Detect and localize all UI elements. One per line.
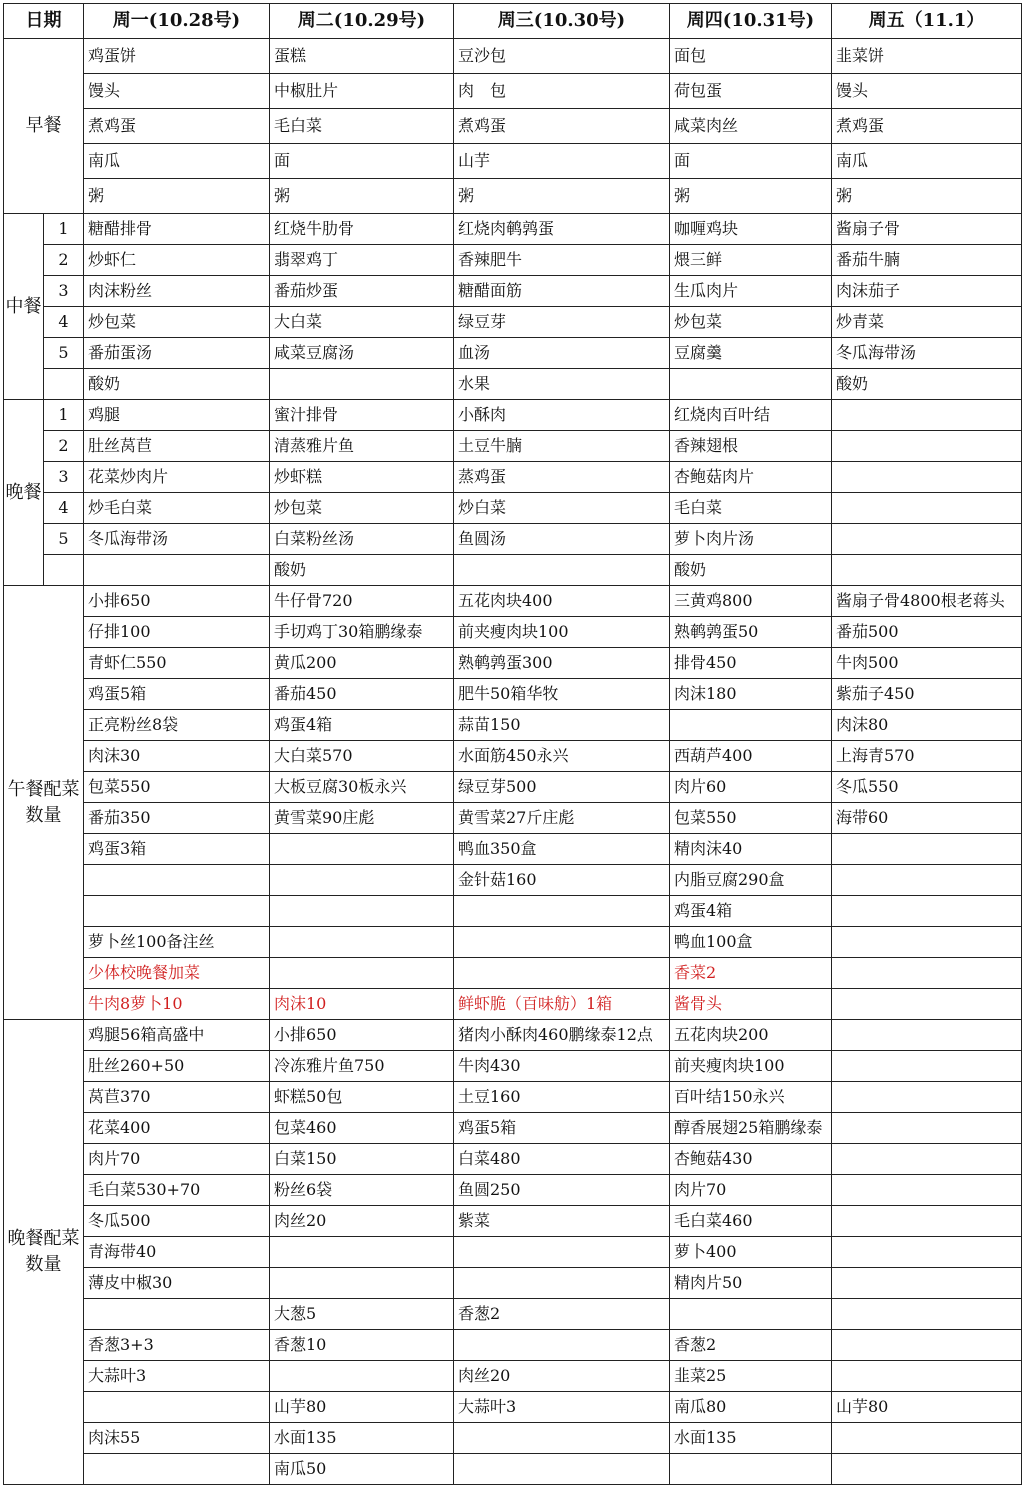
cell: 南瓜 [832, 144, 1022, 179]
quantity-cell: 粉丝6袋 [270, 1175, 454, 1206]
quantity-cell: 黄雪菜27斤庄彪 [454, 803, 670, 834]
dish-number [44, 555, 84, 586]
quantity-cell: 鸡腿56箱高盛中 [84, 1020, 270, 1051]
cell [832, 431, 1022, 462]
cell: 煮鸡蛋 [454, 109, 670, 144]
quantity-cell: 鱼圆250 [454, 1175, 670, 1206]
quantity-cell [670, 710, 832, 741]
cell: 番茄牛腩 [832, 245, 1022, 276]
quantity-cell [454, 1330, 670, 1361]
table-row [4, 1144, 1022, 1175]
quantity-cell [670, 1454, 832, 1485]
cell: 蛋糕 [270, 39, 454, 74]
cell: 冬瓜海带汤 [84, 524, 270, 555]
quantity-cell: 小排650 [270, 1020, 454, 1051]
table-row [4, 927, 1022, 958]
quantity-cell: 牛肉430 [454, 1051, 670, 1082]
dish-number: 3 [44, 462, 84, 493]
quantity-cell: 莴苣370 [84, 1082, 270, 1113]
day-header-tue: 周二(10.29号) [270, 4, 454, 39]
quantity-cell: 内脂豆腐290盒 [670, 865, 832, 896]
quantity-cell [454, 1454, 670, 1485]
quantity-cell: 鸭血350盒 [454, 834, 670, 865]
quantity-cell [832, 865, 1022, 896]
quantity-cell [832, 989, 1022, 1020]
table-row [4, 896, 1022, 927]
quantity-cell: 绿豆芽500 [454, 772, 670, 803]
quantity-cell: 鸭血100盒 [670, 927, 832, 958]
quantity-cell: 香葱3+3 [84, 1330, 270, 1361]
quantity-cell: 酱骨头 [670, 989, 832, 1020]
table-row [4, 772, 1022, 803]
cell: 清蒸雅片鱼 [270, 431, 454, 462]
quantity-cell: 金针菇160 [454, 865, 670, 896]
dish-number [44, 369, 84, 400]
quantity-cell: 肉片60 [670, 772, 832, 803]
cell: 香辣肥牛 [454, 245, 670, 276]
cell: 番茄炒蛋 [270, 276, 454, 307]
table-row [4, 989, 1022, 1020]
cell: 萝卜肉片汤 [670, 524, 832, 555]
cell: 粥 [670, 179, 832, 214]
table-row [4, 1175, 1022, 1206]
cell: 炒青菜 [832, 307, 1022, 338]
quantity-cell: 香菜2 [670, 958, 832, 989]
quantity-cell: 蒜苗150 [454, 710, 670, 741]
quantity-cell: 肉丝20 [454, 1361, 670, 1392]
table-row [4, 1237, 1022, 1268]
cell: 煨三鲜 [670, 245, 832, 276]
cell [832, 493, 1022, 524]
quantity-cell: 白菜480 [454, 1144, 670, 1175]
quantity-cell: 紫菜 [454, 1206, 670, 1237]
cell: 肉沫粉丝 [84, 276, 270, 307]
cell [832, 462, 1022, 493]
quantity-cell [832, 1144, 1022, 1175]
quantity-cell: 冬瓜500 [84, 1206, 270, 1237]
dish-number: 1 [44, 400, 84, 431]
cell: 酸奶 [84, 369, 270, 400]
cell: 面 [270, 144, 454, 179]
quantity-cell [670, 1299, 832, 1330]
quantity-cell: 少体校晚餐加菜 [84, 958, 270, 989]
quantity-cell: 肉沫10 [270, 989, 454, 1020]
quantity-cell: 青海带40 [84, 1237, 270, 1268]
dinner-quantity-label: 晚餐配菜数量 [4, 1020, 84, 1485]
quantity-cell: 水面135 [270, 1423, 454, 1454]
quantity-cell: 包菜460 [270, 1113, 454, 1144]
quantity-cell [832, 927, 1022, 958]
table-row [4, 710, 1022, 741]
table-row [4, 617, 1022, 648]
quantity-cell: 牛仔骨720 [270, 586, 454, 617]
table-row [4, 1082, 1022, 1113]
dish-number: 2 [44, 431, 84, 462]
table-row [4, 1268, 1022, 1299]
quantity-cell [832, 1175, 1022, 1206]
cell: 糖醋排骨 [84, 214, 270, 245]
quantity-cell [84, 1299, 270, 1330]
table-row [4, 1454, 1022, 1485]
dish-number: 2 [44, 245, 84, 276]
quantity-cell [270, 865, 454, 896]
quantity-cell [832, 1082, 1022, 1113]
quantity-cell: 杏鲍菇430 [670, 1144, 832, 1175]
quantity-cell: 大白菜570 [270, 741, 454, 772]
quantity-cell: 西葫芦400 [670, 741, 832, 772]
dinner-quantities [4, 1020, 1022, 1485]
quantity-cell [832, 1051, 1022, 1082]
quantity-cell [832, 1206, 1022, 1237]
quantity-cell: 大板豆腐30板永兴 [270, 772, 454, 803]
cell: 毛白菜 [270, 109, 454, 144]
quantity-cell: 小排650 [84, 586, 270, 617]
quantity-cell [832, 896, 1022, 927]
quantity-cell: 醇香展翅25箱鹏缘泰 [670, 1113, 832, 1144]
cell [832, 400, 1022, 431]
cell: 粥 [84, 179, 270, 214]
day-header-thu: 周四(10.31号) [670, 4, 832, 39]
dish-number: 1 [44, 214, 84, 245]
quantity-cell: 黄雪菜90庄彪 [270, 803, 454, 834]
quantity-cell: 鸡蛋4箱 [270, 710, 454, 741]
table-row [4, 1051, 1022, 1082]
quantity-cell: 熟鹌鹑蛋300 [454, 648, 670, 679]
cell: 煮鸡蛋 [832, 109, 1022, 144]
table-row [4, 586, 1022, 617]
quantity-cell [270, 927, 454, 958]
quantity-cell [454, 1237, 670, 1268]
cell: 红烧牛肋骨 [270, 214, 454, 245]
quantity-cell [84, 896, 270, 927]
quantity-cell: 上海青570 [832, 741, 1022, 772]
cell: 面 [670, 144, 832, 179]
quantity-cell [832, 834, 1022, 865]
cell: 土豆牛腩 [454, 431, 670, 462]
quantity-cell [832, 1423, 1022, 1454]
quantity-cell [832, 1361, 1022, 1392]
quantity-cell [832, 1330, 1022, 1361]
dish-number: 5 [44, 338, 84, 369]
dinner-label: 晚餐 [4, 400, 44, 586]
quantity-cell: 鸡蛋4箱 [670, 896, 832, 927]
quantity-cell: 大葱5 [270, 1299, 454, 1330]
cell: 山芋 [454, 144, 670, 179]
quantity-cell: 三黄鸡800 [670, 586, 832, 617]
cell: 酸奶 [832, 369, 1022, 400]
quantity-cell: 番茄350 [84, 803, 270, 834]
quantity-cell: 土豆160 [454, 1082, 670, 1113]
cell: 酸奶 [270, 555, 454, 586]
cell: 杏鲍菇肉片 [670, 462, 832, 493]
table-row [4, 1113, 1022, 1144]
quantity-cell: 山芋80 [270, 1392, 454, 1423]
dish-number: 5 [44, 524, 84, 555]
table-row [4, 1299, 1022, 1330]
cell: 冬瓜海带汤 [832, 338, 1022, 369]
quantity-cell [832, 1268, 1022, 1299]
table-row [4, 958, 1022, 989]
lunch-quantity-label: 午餐配菜数量 [4, 586, 84, 1020]
cell: 翡翠鸡丁 [270, 245, 454, 276]
quantity-cell [270, 1237, 454, 1268]
cell: 豆腐羹 [670, 338, 832, 369]
table-row [4, 741, 1022, 772]
quantity-cell: 花菜400 [84, 1113, 270, 1144]
cell: 红烧肉百叶结 [670, 400, 832, 431]
quantity-cell: 冷冻雅片鱼750 [270, 1051, 454, 1082]
quantity-cell: 南瓜80 [670, 1392, 832, 1423]
quantity-cell: 鸡蛋3箱 [84, 834, 270, 865]
cell: 酸奶 [670, 555, 832, 586]
cell: 中椒肚片 [270, 74, 454, 109]
quantity-cell: 肉沫55 [84, 1423, 270, 1454]
cell: 炒包菜 [270, 493, 454, 524]
quantity-cell: 肉片70 [84, 1144, 270, 1175]
quantity-cell: 白菜150 [270, 1144, 454, 1175]
quantity-cell: 肉片70 [670, 1175, 832, 1206]
cell: 豆沙包 [454, 39, 670, 74]
quantity-cell: 萝卜丝100备注丝 [84, 927, 270, 958]
quantity-cell: 猪肉小酥肉460鹏缘泰12点 [454, 1020, 670, 1051]
dish-number: 3 [44, 276, 84, 307]
cell: 白菜粉丝汤 [270, 524, 454, 555]
table-row [4, 1206, 1022, 1237]
quantity-cell: 肉丝20 [270, 1206, 454, 1237]
quantity-cell: 肥牛50箱华牧 [454, 679, 670, 710]
quantity-cell [84, 1392, 270, 1423]
quantity-cell: 鲜虾脆（百味舫）1箱 [454, 989, 670, 1020]
quantity-cell: 紫茄子450 [832, 679, 1022, 710]
quantity-cell: 鸡蛋5箱 [84, 679, 270, 710]
cell: 韭菜饼 [832, 39, 1022, 74]
quantity-cell: 海带60 [832, 803, 1022, 834]
table-row [4, 1330, 1022, 1361]
cell [670, 369, 832, 400]
quantity-cell: 手切鸡丁30箱鹏缘泰 [270, 617, 454, 648]
quantity-cell [832, 1299, 1022, 1330]
cell: 大白菜 [270, 307, 454, 338]
quantity-cell: 鸡蛋5箱 [454, 1113, 670, 1144]
quantity-cell: 香葱2 [670, 1330, 832, 1361]
quantity-cell [270, 1268, 454, 1299]
cell: 咖喱鸡块 [670, 214, 832, 245]
day-header-fri: 周五（11.1） [832, 4, 1022, 39]
quantity-cell [832, 958, 1022, 989]
quantity-cell: 毛白菜530+70 [84, 1175, 270, 1206]
quantity-cell: 熟鹌鹑蛋50 [670, 617, 832, 648]
cell: 鸡蛋饼 [84, 39, 270, 74]
table-row [4, 679, 1022, 710]
cell: 咸菜豆腐汤 [270, 338, 454, 369]
cell: 煮鸡蛋 [84, 109, 270, 144]
cell: 糖醋面筋 [454, 276, 670, 307]
quantity-cell: 青虾仁550 [84, 648, 270, 679]
quantity-cell [454, 1423, 670, 1454]
table-row [4, 1361, 1022, 1392]
quantity-cell: 香葱10 [270, 1330, 454, 1361]
weekly-menu-table [3, 3, 1022, 1485]
lunch-label: 中餐 [4, 214, 44, 400]
cell: 南瓜 [84, 144, 270, 179]
breakfast-label: 早餐 [4, 39, 84, 214]
cell: 毛白菜 [670, 493, 832, 524]
cell: 水果 [454, 369, 670, 400]
quantity-cell: 五花肉块200 [670, 1020, 832, 1051]
quantity-cell [454, 927, 670, 958]
quantity-cell [270, 896, 454, 927]
quantity-cell: 肉沫30 [84, 741, 270, 772]
quantity-cell: 冬瓜550 [832, 772, 1022, 803]
table-row [4, 648, 1022, 679]
quantity-cell: 肉沫180 [670, 679, 832, 710]
quantity-cell: 水面筋450永兴 [454, 741, 670, 772]
quantity-cell: 黄瓜200 [270, 648, 454, 679]
cell: 咸菜肉丝 [670, 109, 832, 144]
cell: 小酥肉 [454, 400, 670, 431]
quantity-cell: 番茄450 [270, 679, 454, 710]
cell: 绿豆芽 [454, 307, 670, 338]
quantity-cell: 包菜550 [84, 772, 270, 803]
day-header-wed: 周三(10.30号) [454, 4, 670, 39]
quantity-cell [84, 1454, 270, 1485]
quantity-cell [454, 958, 670, 989]
quantity-cell [270, 834, 454, 865]
quantity-cell: 肉沫80 [832, 710, 1022, 741]
cell: 血汤 [454, 338, 670, 369]
cell: 炒包菜 [84, 307, 270, 338]
quantity-cell: 仔排100 [84, 617, 270, 648]
quantity-cell: 山芋80 [832, 1392, 1022, 1423]
cell: 荷包蛋 [670, 74, 832, 109]
dish-number: 4 [44, 493, 84, 524]
quantity-cell: 五花肉块400 [454, 586, 670, 617]
cell: 红烧肉鹌鹑蛋 [454, 214, 670, 245]
quantity-cell: 排骨450 [670, 648, 832, 679]
quantity-cell [454, 1268, 670, 1299]
quantity-cell [832, 1020, 1022, 1051]
cell: 面包 [670, 39, 832, 74]
quantity-cell: 大蒜叶3 [84, 1361, 270, 1392]
cell: 鱼圆汤 [454, 524, 670, 555]
quantity-cell: 韭菜25 [670, 1361, 832, 1392]
cell: 鸡腿 [84, 400, 270, 431]
table-row [4, 803, 1022, 834]
lunch-quantities [4, 586, 1022, 1020]
quantity-cell: 酱扇子骨4800根老蒋头 [832, 586, 1022, 617]
quantity-cell: 薄皮中椒30 [84, 1268, 270, 1299]
quantity-cell: 水面135 [670, 1423, 832, 1454]
quantity-cell: 正亮粉丝8袋 [84, 710, 270, 741]
quantity-cell: 包菜550 [670, 803, 832, 834]
cell: 炒虾仁 [84, 245, 270, 276]
cell: 肉 包 [454, 74, 670, 109]
cell [270, 369, 454, 400]
cell: 花菜炒肉片 [84, 462, 270, 493]
cell: 粥 [832, 179, 1022, 214]
cell: 蜜汁排骨 [270, 400, 454, 431]
quantity-cell: 虾糕50包 [270, 1082, 454, 1113]
table-row [4, 1423, 1022, 1454]
quantity-cell: 萝卜400 [670, 1237, 832, 1268]
quantity-cell: 牛肉8萝卜10 [84, 989, 270, 1020]
quantity-cell: 精肉片50 [670, 1268, 832, 1299]
quantity-cell [270, 958, 454, 989]
table-row [4, 1020, 1022, 1051]
cell: 蒸鸡蛋 [454, 462, 670, 493]
table-row [4, 834, 1022, 865]
quantity-cell: 毛白菜460 [670, 1206, 832, 1237]
cell: 番茄蛋汤 [84, 338, 270, 369]
quantity-cell: 精肉沫40 [670, 834, 832, 865]
table-row [4, 1392, 1022, 1423]
quantity-cell: 前夹瘦肉块100 [454, 617, 670, 648]
cell [84, 555, 270, 586]
quantity-cell [832, 1237, 1022, 1268]
table-row [4, 865, 1022, 896]
cell [832, 555, 1022, 586]
day-header-mon: 周一(10.28号) [84, 4, 270, 39]
quantity-cell: 前夹瘦肉块100 [670, 1051, 832, 1082]
cell: 香辣翅根 [670, 431, 832, 462]
quantity-cell: 香葱2 [454, 1299, 670, 1330]
quantity-cell: 南瓜50 [270, 1454, 454, 1485]
cell: 馒头 [832, 74, 1022, 109]
cell [832, 524, 1022, 555]
quantity-cell: 牛肉500 [832, 648, 1022, 679]
quantity-cell [832, 1454, 1022, 1485]
quantity-cell [270, 1361, 454, 1392]
cell: 粥 [454, 179, 670, 214]
quantity-cell [832, 1113, 1022, 1144]
cell: 酱扇子骨 [832, 214, 1022, 245]
cell: 馒头 [84, 74, 270, 109]
cell: 炒白菜 [454, 493, 670, 524]
quantity-cell: 番茄500 [832, 617, 1022, 648]
cell: 炒虾糕 [270, 462, 454, 493]
quantity-cell [84, 865, 270, 896]
quantity-cell: 大蒜叶3 [454, 1392, 670, 1423]
cell: 炒毛白菜 [84, 493, 270, 524]
cell: 炒包菜 [670, 307, 832, 338]
cell: 肚丝莴苣 [84, 431, 270, 462]
cell: 生瓜肉片 [670, 276, 832, 307]
quantity-cell: 肚丝260+50 [84, 1051, 270, 1082]
cell: 粥 [270, 179, 454, 214]
date-header: 日期 [4, 4, 84, 39]
dish-number: 4 [44, 307, 84, 338]
cell: 肉沫茄子 [832, 276, 1022, 307]
quantity-cell [454, 896, 670, 927]
cell [454, 555, 670, 586]
quantity-cell: 百叶结150永兴 [670, 1082, 832, 1113]
